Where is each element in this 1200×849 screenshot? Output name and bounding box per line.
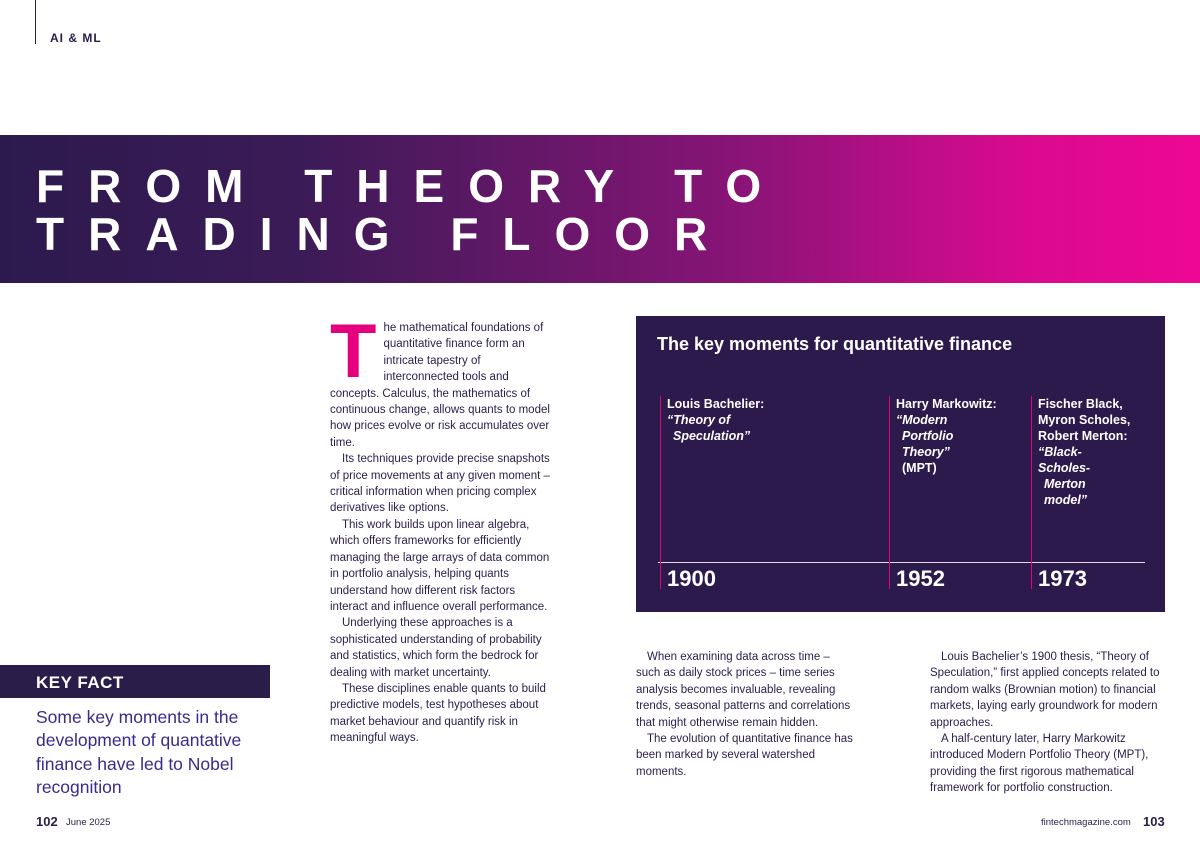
article-paragraph: A half-century later, Harry Markowitz introduced Modern Portfolio Theory (MPT), providing the first rigorous mathematical framework for portfolio construction.	[930, 733, 1149, 795]
article-paragraph: When examining data across time – such as daily stock prices – time series analysis becomes invaluable, revealing trends, seasonal patterns and correlations that might otherwise remain hidden.	[636, 651, 851, 729]
event-work-line: “Black-Scholes-	[1038, 445, 1091, 475]
event-person: Fischer Black, Myron Scholes, Robert Merton:	[1038, 397, 1131, 443]
timeline-title: The key moments for quantitative finance	[657, 334, 1013, 354]
site-url: fintechmagazine.com	[1041, 817, 1131, 828]
issue-date: June 2025	[66, 817, 111, 828]
event-work-line: Merton model”	[1044, 477, 1088, 507]
timeline-marker	[660, 396, 661, 589]
event-work	[1038, 444, 1090, 508]
event-year: 1973	[1038, 566, 1087, 591]
page-title	[36, 162, 785, 258]
timeline-marker	[889, 396, 890, 589]
page-title-line-1: FROM THEORY TO	[36, 160, 786, 212]
article-column-3	[930, 649, 1170, 797]
event-work-line: “Modern	[896, 413, 948, 427]
event-work-line: “Theory of	[667, 413, 731, 427]
event-work-line: Portfolio	[902, 429, 954, 443]
key-fact-label: KEY FACT	[36, 673, 124, 692]
page-title-line-2: TRADING FLOOR	[36, 208, 732, 260]
event-work-suffix: (MPT)	[902, 461, 937, 475]
drop-cap: T	[330, 309, 377, 394]
event-work-line: Speculation”	[673, 429, 751, 443]
article-paragraph-3: This work builds upon linear algebra, which offers frameworks for efficiently managing the large arrays of data common in portfolio analysis, helping quants understand how different risk factors interact and influence overall performance.	[330, 518, 550, 613]
article-paragraph-1	[330, 309, 552, 451]
article-paragraph-5: These disciplines enable quants to build predictive models, test hypotheses about market behaviour and quantify risk in meaningful ways.	[330, 682, 546, 745]
timeline-axis-line	[658, 562, 1145, 563]
event-person: Louis Bachelier:	[667, 397, 765, 411]
article-paragraph-4: Underlying these approaches is a sophisticated understanding of probability and statistics, which form the bedrock for dealing with market uncertainty.	[330, 617, 542, 679]
article-column-2	[636, 649, 856, 780]
header-rule	[35, 0, 36, 44]
event-work-text: Theory”	[902, 445, 950, 459]
event-person: Harry Markowitz:	[896, 397, 997, 411]
key-fact-text: Some key moments in the development of quantative finance have led to Nobel recognition	[36, 707, 242, 797]
event-year: 1900	[667, 566, 716, 591]
article-column-1	[330, 309, 552, 747]
paragraph-1-continued: concepts. Calculus, the mathematics of continuous change, allows quants to model how prices evolve or risk accumulates over time.	[330, 387, 550, 449]
article-paragraph: The evolution of quantitative finance has been marked by several watershed moments.	[636, 733, 853, 778]
page-number-left: 102	[36, 814, 58, 829]
timeline-marker	[1031, 396, 1032, 589]
lead-text: he mathematical foundations of quantitative finance form an intricate tapestry of interconnected tools and	[383, 322, 544, 384]
event-year: 1952	[896, 566, 945, 591]
timeline-box	[636, 316, 1165, 612]
event-work	[896, 412, 953, 476]
event-work-line	[896, 444, 953, 476]
event-work	[667, 412, 750, 444]
page-number-right: 103	[1143, 814, 1165, 829]
article-paragraph-2: Its techniques provide precise snapshots of price movements at any given moment – critical information when pricing complex derivatives like options.	[330, 453, 550, 515]
section-label: AI & ML	[50, 31, 102, 45]
article-paragraph: Louis Bachelier’s 1900 thesis, “Theory of Speculation,” first applied concepts related to random walks (Brownian motion) to financial markets, laying early groundwork for modern approaches.	[930, 651, 1160, 729]
